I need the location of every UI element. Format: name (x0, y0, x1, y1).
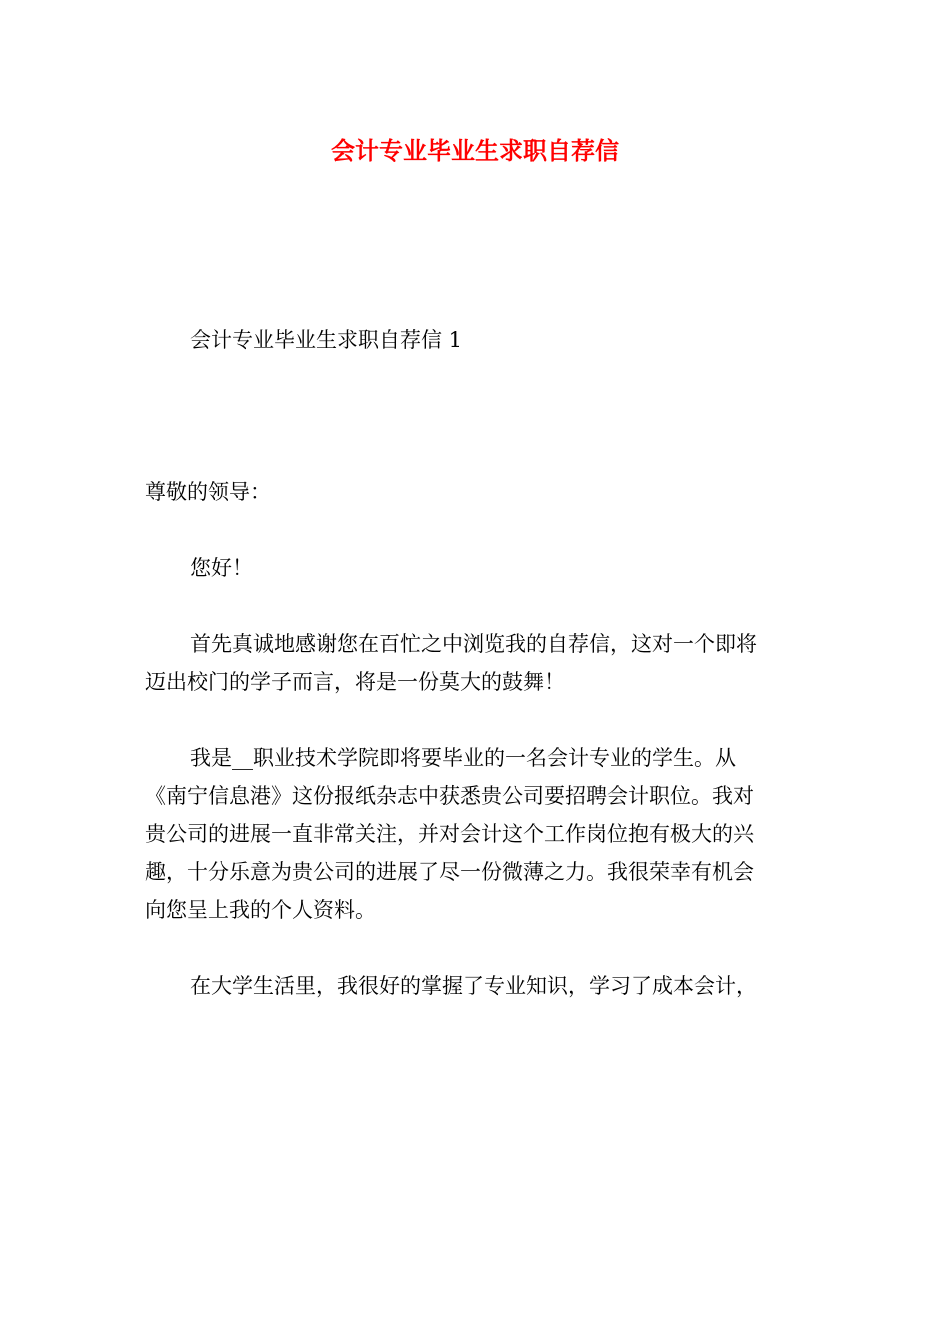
paragraph-line: 《南宁信息港》这份报纸杂志中获悉贵公司要招聘会计职位。我对 (145, 784, 754, 808)
paragraph-2 (145, 739, 807, 929)
paragraph-3 (145, 967, 807, 1005)
letter-body (145, 321, 807, 1005)
document-title: 会计专业毕业生求职自荐信 (331, 136, 619, 165)
greeting: 您好！ (190, 556, 253, 580)
paragraph-line: 趣，十分乐意为贵公司的进展了尽一份微薄之力。我很荣幸有机会 (145, 860, 754, 884)
salutation: 尊敬的领导： (145, 480, 271, 504)
paragraph-line: 贵公司的进展一直非常关注，并对会计这个工作岗位抱有极大的兴 (145, 822, 754, 846)
paragraph-line: 我是__职业技术学院即将要毕业的一名会计专业的学生。从 (190, 746, 736, 770)
letter-subtitle: 会计专业毕业生求职自荐信 1 (190, 328, 463, 352)
paragraph-line: 向您呈上我的个人资料。 (145, 898, 376, 922)
paragraph-line: 首先真诚地感谢您在百忙之中浏览我的自荐信，这对一个即将 (190, 632, 757, 656)
paragraph-line: 迈出校门的学子而言，将是一份莫大的鼓舞！ (145, 670, 565, 694)
paragraph-1 (145, 625, 807, 701)
paragraph-line: 在大学生活里，我很好的掌握了专业知识，学习了成本会计， (190, 974, 757, 998)
